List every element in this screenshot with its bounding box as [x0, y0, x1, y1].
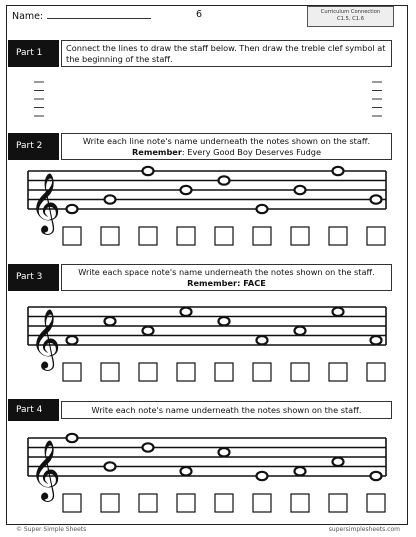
- treble-clef-icon: 𝄞: [30, 309, 61, 369]
- whole-note: [143, 443, 154, 451]
- part-4-instruction: Write each note's name underneath the notes shown on the staff.: [61, 401, 392, 419]
- answer-box[interactable]: [367, 494, 385, 512]
- whole-note: [295, 186, 306, 194]
- answer-box[interactable]: [101, 494, 119, 512]
- whole-note: [257, 472, 268, 480]
- whole-note: [371, 472, 382, 480]
- name-label: Name:: [12, 11, 44, 22]
- remember-text: : Every Good Boy Deserves Fudge: [181, 147, 322, 157]
- whole-note: [181, 467, 192, 475]
- part-1-instruction: Connect the lines to draw the staff below. Then draw the treble clef symbol at the beginning of the staff.: [61, 40, 392, 67]
- page-number: 6: [196, 9, 203, 20]
- answer-box[interactable]: [215, 227, 233, 245]
- whole-note: [257, 205, 268, 213]
- curriculum-codes: C1.5, C1.6: [336, 16, 365, 22]
- whole-note: [67, 434, 78, 442]
- part-2-label: Part 2: [8, 133, 59, 160]
- whole-note: [67, 336, 78, 344]
- answer-box[interactable]: [253, 227, 271, 245]
- whole-note: [105, 195, 116, 203]
- whole-note: [219, 448, 230, 456]
- whole-note: [105, 462, 116, 470]
- whole-note: [295, 327, 306, 335]
- remember-prefix: Remember: [131, 147, 182, 157]
- answer-box[interactable]: [367, 227, 385, 245]
- whole-note: [333, 167, 344, 175]
- answer-box[interactable]: [63, 227, 81, 245]
- remember-text: : FACE: [237, 278, 266, 288]
- answer-box[interactable]: [253, 363, 271, 381]
- answer-box[interactable]: [63, 494, 81, 512]
- answer-box[interactable]: [253, 494, 271, 512]
- whole-note: [143, 167, 154, 175]
- whole-note: [105, 317, 116, 325]
- answer-box[interactable]: [177, 227, 195, 245]
- whole-note: [371, 195, 382, 203]
- whole-note: [295, 467, 306, 475]
- answer-box[interactable]: [367, 363, 385, 381]
- answer-box[interactable]: [215, 494, 233, 512]
- answer-box[interactable]: [139, 494, 157, 512]
- part-2-staff: [28, 167, 386, 245]
- answer-box[interactable]: [329, 494, 347, 512]
- answer-box[interactable]: [177, 494, 195, 512]
- answer-box[interactable]: [291, 494, 309, 512]
- whole-note: [371, 336, 382, 344]
- part-1-label: Part 1: [8, 40, 59, 67]
- part-1-dash-guides: [34, 82, 382, 116]
- part-4-label: Part 4: [8, 399, 59, 421]
- whole-note: [333, 458, 344, 466]
- answer-box[interactable]: [215, 363, 233, 381]
- answer-box[interactable]: [101, 227, 119, 245]
- remember-prefix: Remember: [187, 278, 238, 288]
- whole-note: [181, 308, 192, 316]
- whole-note: [333, 308, 344, 316]
- curriculum-title: Curriculum Connection: [320, 9, 381, 15]
- whole-note: [257, 336, 268, 344]
- whole-note: [219, 317, 230, 325]
- answer-box[interactable]: [329, 363, 347, 381]
- whole-note: [67, 205, 78, 213]
- answer-box[interactable]: [329, 227, 347, 245]
- answer-box[interactable]: [101, 363, 119, 381]
- treble-clef-icon: 𝄞: [30, 440, 61, 500]
- whole-note: [181, 186, 192, 194]
- answer-box[interactable]: [177, 363, 195, 381]
- answer-box[interactable]: [291, 227, 309, 245]
- answer-box[interactable]: [291, 363, 309, 381]
- part-3-label: Part 3: [8, 264, 59, 291]
- answer-box[interactable]: [139, 227, 157, 245]
- part-3-instruction-text: Write each space note's name underneath the notes shown on the staff.: [78, 267, 375, 277]
- answer-box[interactable]: [139, 363, 157, 381]
- whole-note: [143, 327, 154, 335]
- answer-box[interactable]: [63, 363, 81, 381]
- footer-website: supersimplesheets.com: [328, 526, 400, 533]
- part-2-instruction-text: Write each line note's name underneath the notes shown on the staff.: [82, 136, 371, 146]
- treble-clef-icon: 𝄞: [30, 173, 61, 233]
- whole-note: [219, 176, 230, 184]
- part-4-staff: [28, 434, 386, 512]
- footer-copyright: © Super Simple Sheets: [16, 526, 87, 533]
- part-3-staff: [28, 307, 386, 381]
